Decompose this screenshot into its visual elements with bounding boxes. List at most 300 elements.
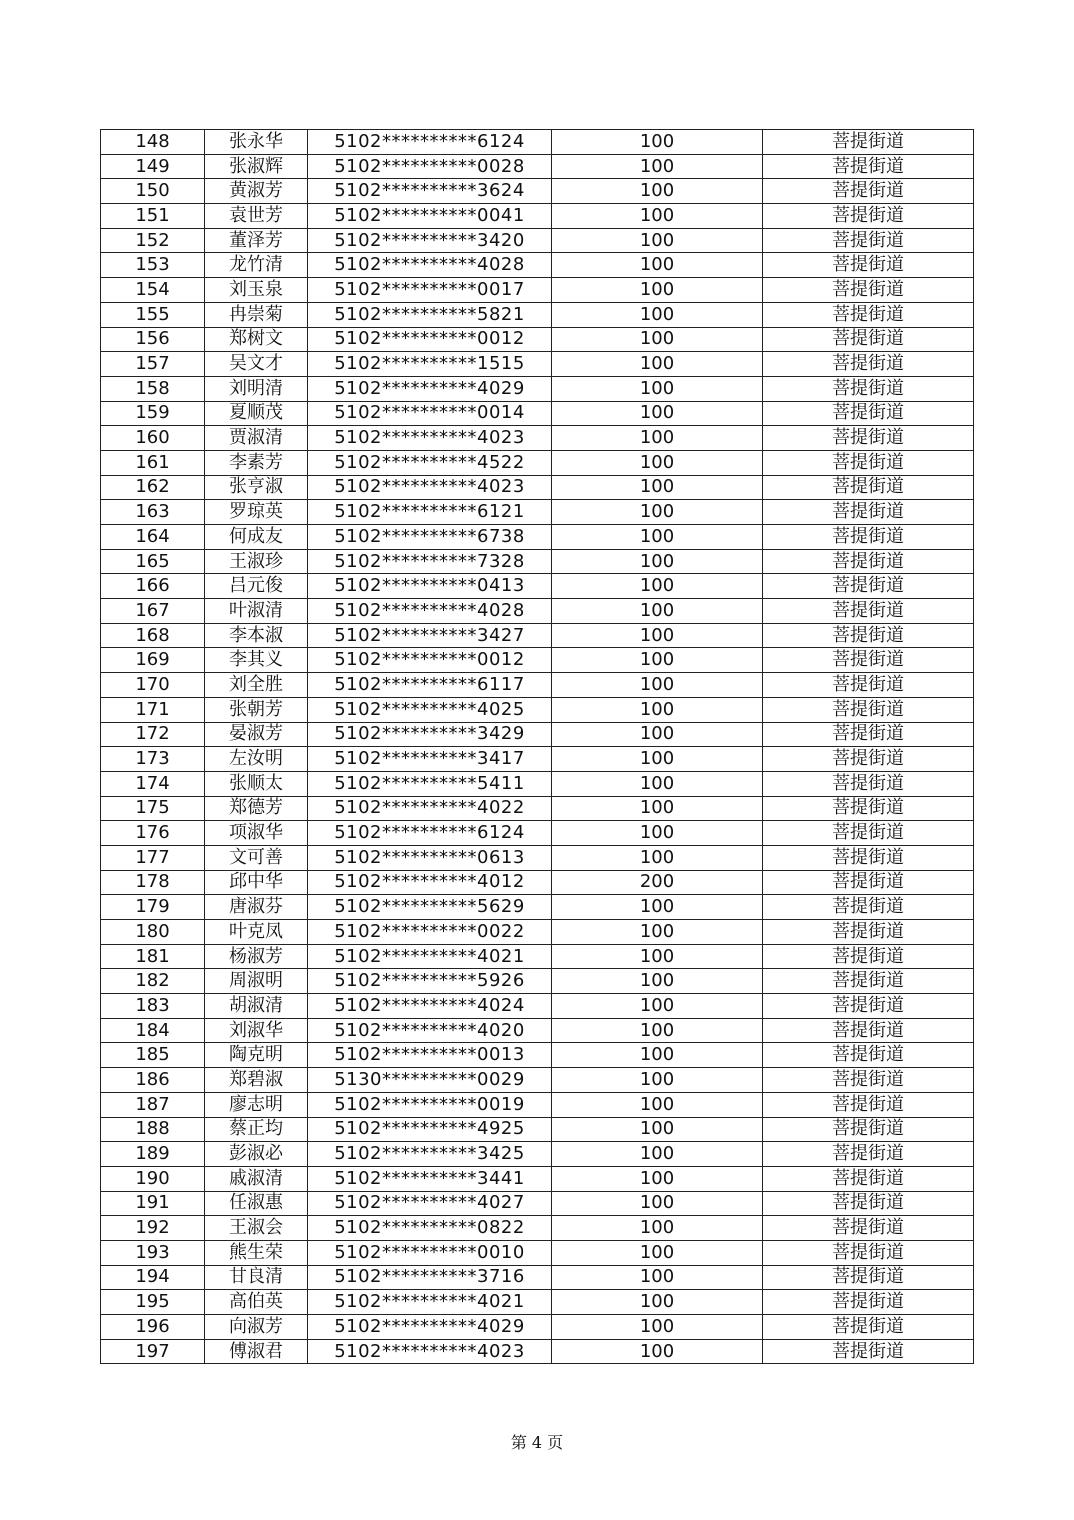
table-row (101, 352, 974, 377)
amount-cell: 100 (552, 327, 763, 352)
subdistrict-cell: 菩提街道 (763, 994, 974, 1019)
table-row (101, 1166, 974, 1191)
amount-cell: 100 (552, 920, 763, 945)
subdistrict-cell: 菩提街道 (763, 1142, 974, 1167)
serial-number-cell: 196 (101, 1315, 205, 1340)
subdistrict-cell: 菩提街道 (763, 302, 974, 327)
amount-cell: 100 (552, 845, 763, 870)
table-row (101, 845, 974, 870)
id-number-cell: 5102**********3441 (308, 1166, 552, 1191)
table-row (101, 1142, 974, 1167)
serial-number-cell: 165 (101, 549, 205, 574)
table-row (101, 253, 974, 278)
serial-number-cell: 177 (101, 845, 205, 870)
serial-number-cell: 155 (101, 302, 205, 327)
table-row (101, 500, 974, 525)
subdistrict-cell: 菩提街道 (763, 574, 974, 599)
amount-cell: 100 (552, 204, 763, 229)
subdistrict-cell: 菩提街道 (763, 895, 974, 920)
table-row (101, 426, 974, 451)
subdistrict-cell: 菩提街道 (763, 500, 974, 525)
subdistrict-cell: 菩提街道 (763, 722, 974, 747)
id-number-cell: 5102**********4025 (308, 697, 552, 722)
amount-cell: 100 (552, 1043, 763, 1068)
name-cell: 邱中华 (205, 870, 308, 895)
name-cell: 郑碧淑 (205, 1068, 308, 1093)
serial-number-cell: 157 (101, 352, 205, 377)
table-row (101, 179, 974, 204)
amount-cell: 100 (552, 623, 763, 648)
serial-number-cell: 188 (101, 1117, 205, 1142)
amount-cell: 100 (552, 1018, 763, 1043)
table-row (101, 623, 974, 648)
name-cell: 傅淑君 (205, 1339, 308, 1364)
id-number-cell: 5102**********4021 (308, 944, 552, 969)
table-row (101, 475, 974, 500)
name-cell: 冉崇菊 (205, 302, 308, 327)
serial-number-cell: 181 (101, 944, 205, 969)
table-row (101, 204, 974, 229)
serial-number-cell: 149 (101, 154, 205, 179)
serial-number-cell: 175 (101, 796, 205, 821)
amount-cell: 100 (552, 1117, 763, 1142)
name-cell: 李本淑 (205, 623, 308, 648)
table-row (101, 302, 974, 327)
id-number-cell: 5102**********4028 (308, 599, 552, 624)
table-row (101, 376, 974, 401)
name-cell: 熊生荣 (205, 1240, 308, 1265)
serial-number-cell: 187 (101, 1092, 205, 1117)
subdistrict-cell: 菩提街道 (763, 1216, 974, 1241)
amount-cell: 100 (552, 426, 763, 451)
name-cell: 张永华 (205, 130, 308, 155)
name-cell: 左汝明 (205, 747, 308, 772)
id-number-cell: 5102**********6117 (308, 673, 552, 698)
id-number-cell: 5102**********6121 (308, 500, 552, 525)
id-number-cell: 5102**********0413 (308, 574, 552, 599)
subdistrict-cell: 菩提街道 (763, 228, 974, 253)
name-cell: 吴文才 (205, 352, 308, 377)
table-row (101, 130, 974, 155)
name-cell: 龙竹清 (205, 253, 308, 278)
id-number-cell: 5102**********3716 (308, 1265, 552, 1290)
id-number-cell: 5102**********0041 (308, 204, 552, 229)
amount-cell: 100 (552, 574, 763, 599)
table-row (101, 574, 974, 599)
table-row (101, 771, 974, 796)
serial-number-cell: 161 (101, 450, 205, 475)
table-row (101, 796, 974, 821)
id-number-cell: 5102**********4024 (308, 994, 552, 1019)
table-row (101, 599, 974, 624)
name-cell: 刘淑华 (205, 1018, 308, 1043)
table-row (101, 821, 974, 846)
amount-cell: 100 (552, 1265, 763, 1290)
serial-number-cell: 184 (101, 1018, 205, 1043)
subdistrict-cell: 菩提街道 (763, 426, 974, 451)
amount-cell: 200 (552, 870, 763, 895)
serial-number-cell: 160 (101, 426, 205, 451)
serial-number-cell: 167 (101, 599, 205, 624)
id-number-cell: 5102**********3420 (308, 228, 552, 253)
name-cell: 吕元俊 (205, 574, 308, 599)
name-cell: 戚淑清 (205, 1166, 308, 1191)
roster-table-body (101, 130, 974, 1364)
amount-cell: 100 (552, 895, 763, 920)
amount-cell: 100 (552, 475, 763, 500)
amount-cell: 100 (552, 1216, 763, 1241)
serial-number-cell: 173 (101, 747, 205, 772)
amount-cell: 100 (552, 376, 763, 401)
name-cell: 王淑珍 (205, 549, 308, 574)
table-row (101, 895, 974, 920)
subdistrict-cell: 菩提街道 (763, 401, 974, 426)
subdistrict-cell: 菩提街道 (763, 920, 974, 945)
serial-number-cell: 189 (101, 1142, 205, 1167)
amount-cell: 100 (552, 1092, 763, 1117)
subdistrict-cell: 菩提街道 (763, 1043, 974, 1068)
id-number-cell: 5102**********4028 (308, 253, 552, 278)
id-number-cell: 5102**********5629 (308, 895, 552, 920)
id-number-cell: 5102**********4522 (308, 450, 552, 475)
id-number-cell: 5102**********0013 (308, 1043, 552, 1068)
subdistrict-cell: 菩提街道 (763, 1339, 974, 1364)
serial-number-cell: 154 (101, 278, 205, 303)
serial-number-cell: 176 (101, 821, 205, 846)
table-row (101, 278, 974, 303)
subdistrict-cell: 菩提街道 (763, 450, 974, 475)
amount-cell: 100 (552, 278, 763, 303)
id-number-cell: 5102**********0613 (308, 845, 552, 870)
subdistrict-cell: 菩提街道 (763, 796, 974, 821)
name-cell: 彭淑必 (205, 1142, 308, 1167)
id-number-cell: 5102**********0022 (308, 920, 552, 945)
id-number-cell: 5102**********4023 (308, 1339, 552, 1364)
amount-cell: 100 (552, 771, 763, 796)
amount-cell: 100 (552, 253, 763, 278)
id-number-cell: 5102**********0012 (308, 327, 552, 352)
table-row (101, 1191, 974, 1216)
table-row (101, 1216, 974, 1241)
id-number-cell: 5102**********3425 (308, 1142, 552, 1167)
id-number-cell: 5102**********4020 (308, 1018, 552, 1043)
subdistrict-cell: 菩提街道 (763, 253, 974, 278)
serial-number-cell: 166 (101, 574, 205, 599)
amount-cell: 100 (552, 599, 763, 624)
amount-cell: 100 (552, 1142, 763, 1167)
serial-number-cell: 182 (101, 969, 205, 994)
amount-cell: 100 (552, 648, 763, 673)
serial-number-cell: 152 (101, 228, 205, 253)
serial-number-cell: 178 (101, 870, 205, 895)
name-cell: 廖志明 (205, 1092, 308, 1117)
name-cell: 张亨淑 (205, 475, 308, 500)
name-cell: 任淑惠 (205, 1191, 308, 1216)
subdistrict-cell: 菩提街道 (763, 1290, 974, 1315)
table-row (101, 1240, 974, 1265)
id-number-cell: 5102**********0014 (308, 401, 552, 426)
subdistrict-cell: 菩提街道 (763, 599, 974, 624)
subdistrict-cell: 菩提街道 (763, 1191, 974, 1216)
id-number-cell: 5102**********3417 (308, 747, 552, 772)
id-number-cell: 5102**********4023 (308, 426, 552, 451)
name-cell: 唐淑芬 (205, 895, 308, 920)
table-row (101, 154, 974, 179)
name-cell: 胡淑清 (205, 994, 308, 1019)
name-cell: 王淑会 (205, 1216, 308, 1241)
table-row (101, 525, 974, 550)
name-cell: 夏顺茂 (205, 401, 308, 426)
subdistrict-cell: 菩提街道 (763, 549, 974, 574)
name-cell: 袁世芳 (205, 204, 308, 229)
subdistrict-cell: 菩提街道 (763, 648, 974, 673)
name-cell: 李素芳 (205, 450, 308, 475)
serial-number-cell: 194 (101, 1265, 205, 1290)
serial-number-cell: 148 (101, 130, 205, 155)
name-cell: 文可善 (205, 845, 308, 870)
serial-number-cell: 159 (101, 401, 205, 426)
subdistrict-cell: 菩提街道 (763, 1117, 974, 1142)
table-row (101, 697, 974, 722)
name-cell: 叶克凤 (205, 920, 308, 945)
name-cell: 贾淑清 (205, 426, 308, 451)
id-number-cell: 5102**********4023 (308, 475, 552, 500)
amount-cell: 100 (552, 747, 763, 772)
id-number-cell: 5102**********6738 (308, 525, 552, 550)
subdistrict-cell: 菩提街道 (763, 1240, 974, 1265)
id-number-cell: 5102**********0028 (308, 154, 552, 179)
amount-cell: 100 (552, 969, 763, 994)
table-row (101, 969, 974, 994)
amount-cell: 100 (552, 673, 763, 698)
serial-number-cell: 186 (101, 1068, 205, 1093)
page-number: 第 4 页 (510, 1433, 564, 1452)
id-number-cell: 5102**********0019 (308, 1092, 552, 1117)
name-cell: 何成友 (205, 525, 308, 550)
name-cell: 刘玉泉 (205, 278, 308, 303)
table-row (101, 648, 974, 673)
table-row (101, 673, 974, 698)
amount-cell: 100 (552, 1290, 763, 1315)
subdistrict-cell: 菩提街道 (763, 179, 974, 204)
table-row (101, 920, 974, 945)
id-number-cell: 5102**********3429 (308, 722, 552, 747)
subdistrict-cell: 菩提街道 (763, 673, 974, 698)
subdistrict-cell: 菩提街道 (763, 204, 974, 229)
subdistrict-cell: 菩提街道 (763, 327, 974, 352)
subdistrict-cell: 菩提街道 (763, 1092, 974, 1117)
id-number-cell: 5102**********4925 (308, 1117, 552, 1142)
name-cell: 张朝芳 (205, 697, 308, 722)
id-number-cell: 5102**********3624 (308, 179, 552, 204)
id-number-cell: 5102**********4012 (308, 870, 552, 895)
name-cell: 黄淑芳 (205, 179, 308, 204)
id-number-cell: 5102**********6124 (308, 130, 552, 155)
subdistrict-cell: 菩提街道 (763, 845, 974, 870)
table-row (101, 747, 974, 772)
amount-cell: 100 (552, 228, 763, 253)
serial-number-cell: 190 (101, 1166, 205, 1191)
serial-number-cell: 158 (101, 376, 205, 401)
serial-number-cell: 172 (101, 722, 205, 747)
subdistrict-cell: 菩提街道 (763, 154, 974, 179)
name-cell: 郑树文 (205, 327, 308, 352)
id-number-cell: 5102**********0822 (308, 1216, 552, 1241)
table-row (101, 1290, 974, 1315)
serial-number-cell: 197 (101, 1339, 205, 1364)
serial-number-cell: 156 (101, 327, 205, 352)
serial-number-cell: 193 (101, 1240, 205, 1265)
amount-cell: 100 (552, 154, 763, 179)
name-cell: 郑德芳 (205, 796, 308, 821)
table-row (101, 1068, 974, 1093)
table-row (101, 1117, 974, 1142)
id-number-cell: 5102**********3427 (308, 623, 552, 648)
name-cell: 甘良清 (205, 1265, 308, 1290)
subdistrict-cell: 菩提街道 (763, 376, 974, 401)
subdistrict-cell: 菩提街道 (763, 130, 974, 155)
id-number-cell: 5102**********0012 (308, 648, 552, 673)
table-row (101, 1043, 974, 1068)
subdistrict-cell: 菩提街道 (763, 969, 974, 994)
amount-cell: 100 (552, 796, 763, 821)
amount-cell: 100 (552, 352, 763, 377)
roster-table (100, 129, 974, 1364)
id-number-cell: 5102**********7328 (308, 549, 552, 574)
id-number-cell: 5102**********6124 (308, 821, 552, 846)
serial-number-cell: 163 (101, 500, 205, 525)
table-row (101, 994, 974, 1019)
serial-number-cell: 168 (101, 623, 205, 648)
serial-number-cell: 180 (101, 920, 205, 945)
id-number-cell: 5102**********4027 (308, 1191, 552, 1216)
amount-cell: 100 (552, 1191, 763, 1216)
table-row (101, 401, 974, 426)
amount-cell: 100 (552, 944, 763, 969)
serial-number-cell: 150 (101, 179, 205, 204)
serial-number-cell: 185 (101, 1043, 205, 1068)
table-row (101, 327, 974, 352)
subdistrict-cell: 菩提街道 (763, 352, 974, 377)
name-cell: 罗琼英 (205, 500, 308, 525)
amount-cell: 100 (552, 697, 763, 722)
amount-cell: 100 (552, 525, 763, 550)
serial-number-cell: 171 (101, 697, 205, 722)
id-number-cell: 5102**********4029 (308, 376, 552, 401)
name-cell: 向淑芳 (205, 1315, 308, 1340)
serial-number-cell: 174 (101, 771, 205, 796)
subdistrict-cell: 菩提街道 (763, 870, 974, 895)
serial-number-cell: 179 (101, 895, 205, 920)
serial-number-cell: 191 (101, 1191, 205, 1216)
amount-cell: 100 (552, 179, 763, 204)
serial-number-cell: 169 (101, 648, 205, 673)
subdistrict-cell: 菩提街道 (763, 525, 974, 550)
amount-cell: 100 (552, 302, 763, 327)
table-row (101, 944, 974, 969)
table-row (101, 1092, 974, 1117)
serial-number-cell: 183 (101, 994, 205, 1019)
id-number-cell: 5130**********0029 (308, 1068, 552, 1093)
id-number-cell: 5102**********5411 (308, 771, 552, 796)
id-number-cell: 5102**********4029 (308, 1315, 552, 1340)
table-row (101, 450, 974, 475)
table-row (101, 1315, 974, 1340)
id-number-cell: 5102**********5926 (308, 969, 552, 994)
table-row (101, 1339, 974, 1364)
name-cell: 张顺太 (205, 771, 308, 796)
serial-number-cell: 170 (101, 673, 205, 698)
amount-cell: 100 (552, 994, 763, 1019)
subdistrict-cell: 菩提街道 (763, 1315, 974, 1340)
name-cell: 高伯英 (205, 1290, 308, 1315)
table-row (101, 870, 974, 895)
table-row (101, 228, 974, 253)
amount-cell: 100 (552, 821, 763, 846)
serial-number-cell: 151 (101, 204, 205, 229)
name-cell: 董泽芳 (205, 228, 308, 253)
amount-cell: 100 (552, 1315, 763, 1340)
serial-number-cell: 164 (101, 525, 205, 550)
serial-number-cell: 192 (101, 1216, 205, 1241)
name-cell: 晏淑芳 (205, 722, 308, 747)
name-cell: 陶克明 (205, 1043, 308, 1068)
id-number-cell: 5102**********4022 (308, 796, 552, 821)
serial-number-cell: 162 (101, 475, 205, 500)
amount-cell: 100 (552, 130, 763, 155)
serial-number-cell: 153 (101, 253, 205, 278)
id-number-cell: 5102**********1515 (308, 352, 552, 377)
amount-cell: 100 (552, 401, 763, 426)
amount-cell: 100 (552, 500, 763, 525)
subdistrict-cell: 菩提街道 (763, 475, 974, 500)
name-cell: 叶淑清 (205, 599, 308, 624)
name-cell: 刘全胜 (205, 673, 308, 698)
table-row (101, 549, 974, 574)
name-cell: 张淑辉 (205, 154, 308, 179)
amount-cell: 100 (552, 549, 763, 574)
amount-cell: 100 (552, 722, 763, 747)
subdistrict-cell: 菩提街道 (763, 623, 974, 648)
table-row (101, 722, 974, 747)
name-cell: 周淑明 (205, 969, 308, 994)
name-cell: 李其义 (205, 648, 308, 673)
id-number-cell: 5102**********4021 (308, 1290, 552, 1315)
subdistrict-cell: 菩提街道 (763, 1166, 974, 1191)
subdistrict-cell: 菩提街道 (763, 278, 974, 303)
subdistrict-cell: 菩提街道 (763, 1265, 974, 1290)
id-number-cell: 5102**********0010 (308, 1240, 552, 1265)
amount-cell: 100 (552, 1240, 763, 1265)
name-cell: 杨淑芳 (205, 944, 308, 969)
serial-number-cell: 195 (101, 1290, 205, 1315)
id-number-cell: 5102**********5821 (308, 302, 552, 327)
name-cell: 项淑华 (205, 821, 308, 846)
subdistrict-cell: 菩提街道 (763, 771, 974, 796)
subdistrict-cell: 菩提街道 (763, 944, 974, 969)
amount-cell: 100 (552, 1166, 763, 1191)
subdistrict-cell: 菩提街道 (763, 1018, 974, 1043)
subdistrict-cell: 菩提街道 (763, 747, 974, 772)
name-cell: 刘明清 (205, 376, 308, 401)
table-row (101, 1018, 974, 1043)
amount-cell: 100 (552, 1339, 763, 1364)
subdistrict-cell: 菩提街道 (763, 821, 974, 846)
subdistrict-cell: 菩提街道 (763, 1068, 974, 1093)
subdistrict-cell: 菩提街道 (763, 697, 974, 722)
table-row (101, 1265, 974, 1290)
name-cell: 蔡正均 (205, 1117, 308, 1142)
